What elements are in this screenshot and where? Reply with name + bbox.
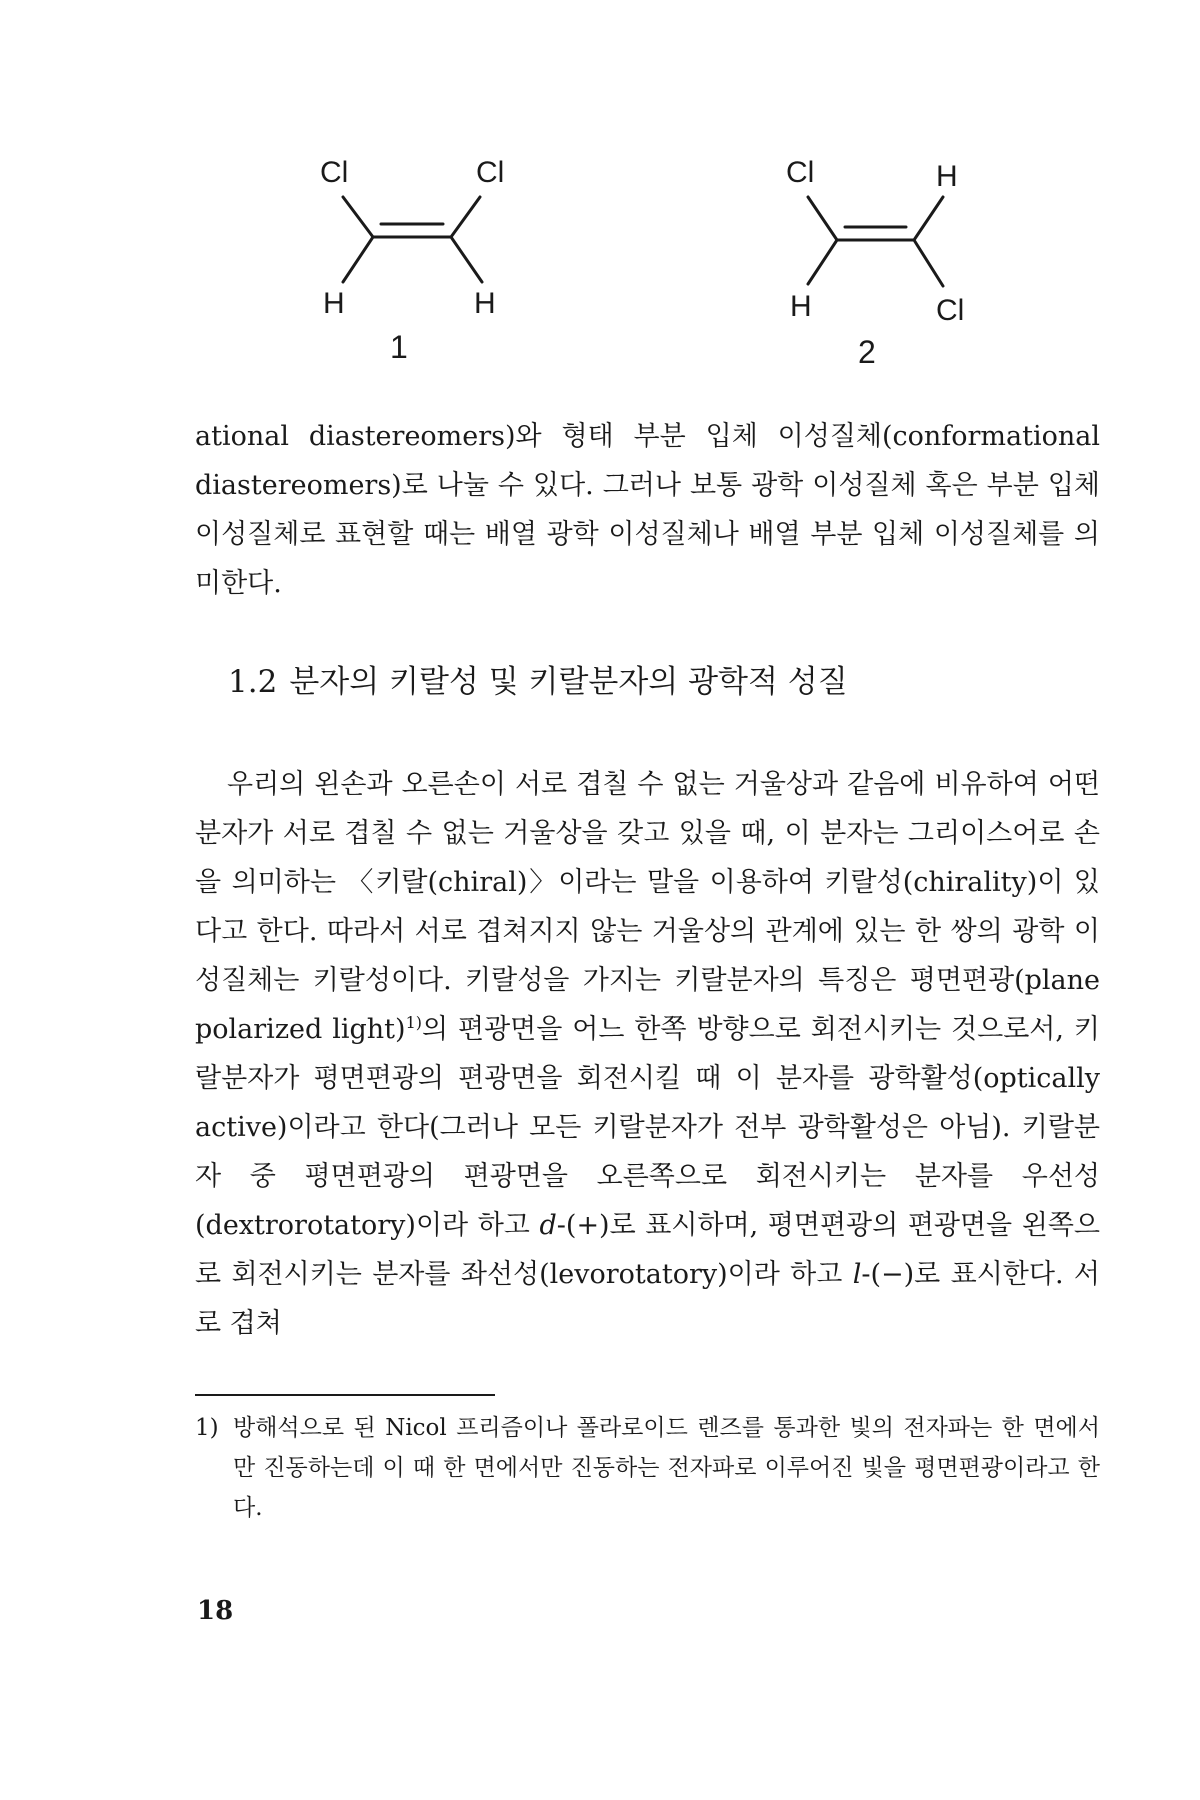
- bond: [343, 197, 373, 237]
- bond: [343, 237, 373, 282]
- d-symbol: d: [539, 1210, 557, 1241]
- l-symbol: l: [852, 1259, 862, 1290]
- footnote-reference[interactable]: 1): [405, 1013, 422, 1032]
- paragraph-text: [195, 760, 1100, 1348]
- text-run: -(+)로 표시하며, 평면편광의 편광면을 왼쪽으로 회전시키는 분자를 좌선성(levorotatory)이라 하고: [195, 1210, 1100, 1290]
- atom-label: Cl: [476, 156, 505, 189]
- footnote-divider: [195, 1394, 495, 1396]
- footnote-number: 1): [195, 1415, 219, 1441]
- bond: [451, 237, 482, 282]
- compound-2-structure: [786, 156, 964, 370]
- text-run: 우리의 왼손과 오른손이 서로 겹칠 수 없는 거울상과 같음에 비유하여 어떤 분자가 서로 겹칠 수 없는 거울상을 갖고 있을 때, 이 분자는 그리이스어로 손을 의미하는 〈키랄(chiral)〉이라는 말을 이용하여 키랄성(chirality)이 있다고 한다. 따라서 서로 겹쳐지지 않는 거울상의 관계에 있는 한 쌍의 광학 이성질체는 키랄성이다. 키랄성을 가지는 키랄분자의 특징은 평면편광(plane polarized light): [195, 769, 1100, 1045]
- atom-label: H: [790, 290, 812, 323]
- bond: [914, 240, 943, 286]
- section-number: 1.2: [228, 664, 278, 700]
- atom-label: H: [936, 160, 958, 193]
- bond: [451, 197, 480, 237]
- atom-label: Cl: [786, 156, 815, 189]
- text-run: 의 편광면을 어느 한쪽 방향으로 회전시키는 것으로서, 키랄분자가 평면편광의 편광면을 회전시킬 때 이 분자를 광학활성(optically active)이라고 한다(그러나 모든 키랄분자가 전부 광학활성은 아님). 키랄분자 중 평면편광의 편광면을 오른쪽으로 회전시키는 분자를 우선성(dextrorotatory)이라 하고: [195, 1014, 1100, 1241]
- footnote-text: 방해석으로 된 Nicol 프리즘이나 폴라로이드 렌즈를 통과한 빛의 전자파는 한 면에서만 진동하는데 이 때 한 면에서만 진동하는 전자파로 이루어진 빛을 평면편광이라고 한다.: [233, 1415, 1100, 1521]
- footnote: [195, 1408, 1100, 1528]
- bond: [914, 197, 943, 240]
- bond: [808, 197, 837, 240]
- text-run: -(−)로 표시한다. 서로 겹쳐: [195, 1259, 1100, 1339]
- atom-label: Cl: [320, 156, 349, 189]
- paragraph-chirality: [195, 760, 1100, 1348]
- bond: [808, 240, 837, 284]
- paragraph-continued: [195, 412, 1100, 608]
- structure-diagram: [0, 0, 1200, 400]
- compound-1-structure: [320, 156, 504, 365]
- page-number: 18: [197, 1596, 234, 1626]
- compound-label: 1: [390, 329, 408, 365]
- compound-label: 2: [858, 334, 876, 370]
- section-heading: [228, 660, 1088, 704]
- paragraph-text: ational diastereomers)와 형태 부분 입체 이성질체(conformational diastereomers)로 나눌 수 있다. 그러나 보통 광학 이성질체 혹은 부분 입체 이성질체로 표현할 때는 배열 광학 이성질체나 배열 부분 입체 이성질체를 의미한다.: [195, 421, 1100, 599]
- atom-label: Cl: [936, 294, 965, 327]
- atom-label: H: [474, 287, 496, 320]
- atom-label: H: [323, 287, 345, 320]
- dichloroethene-structures-figure: [0, 0, 1200, 400]
- section-title: 분자의 키랄성 및 키랄분자의 광학적 성질: [289, 664, 848, 700]
